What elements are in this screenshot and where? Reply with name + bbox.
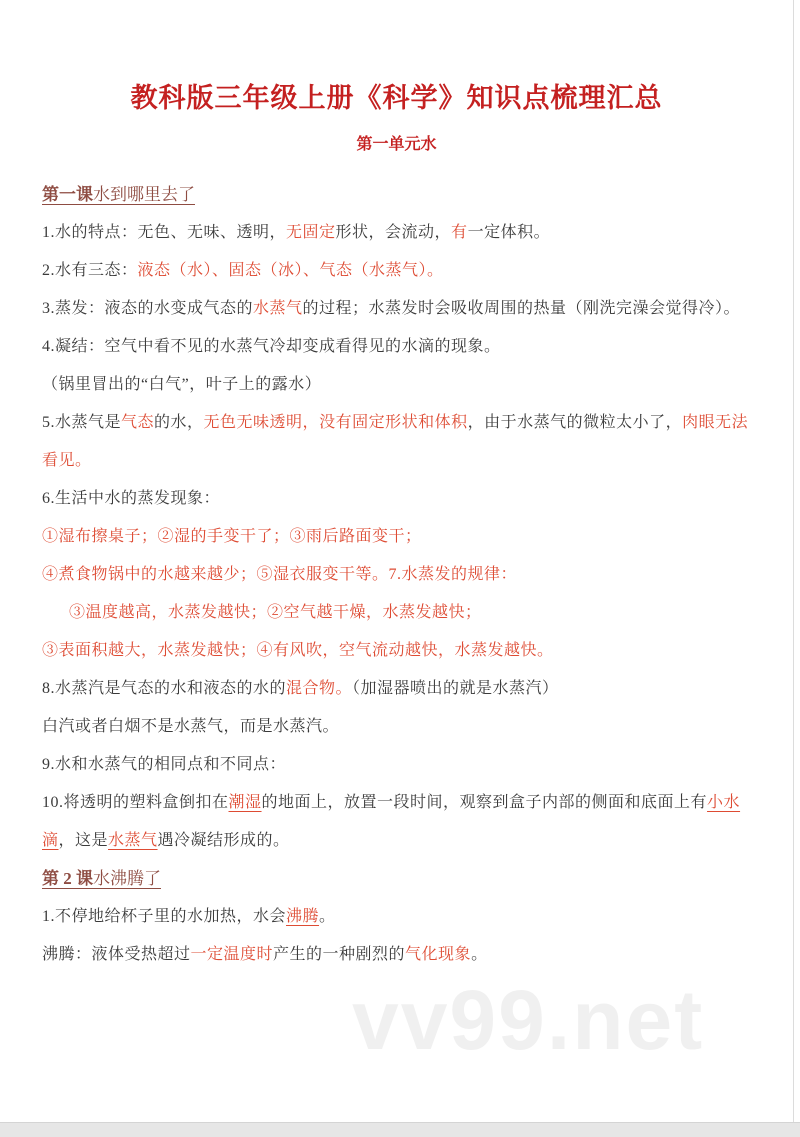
- text-segment: 。: [319, 908, 336, 925]
- paragraph: [42, 936, 751, 974]
- text-segment: 5.水蒸气是: [42, 414, 122, 431]
- text-segment: （加湿器喷出的就是水蒸汽）: [352, 680, 559, 697]
- text-segment: ④煮食物锅中的水越来越少；⑤湿衣服变干等。7.水蒸发的规律：: [42, 566, 518, 583]
- section-heading-number: 第一课: [42, 185, 93, 204]
- text-segment: 一定温度时: [190, 946, 274, 963]
- text-segment: ③温度越高，水蒸发越快；②空气越干燥，水蒸发越快；: [69, 604, 482, 621]
- text-segment: 小水滴: [42, 794, 741, 849]
- text-segment: 肉眼无法看见。: [42, 414, 749, 469]
- text-segment: （锅里冒出的“白气”，叶子上的露水）: [42, 376, 322, 393]
- paragraph: [42, 632, 751, 670]
- paragraph: [42, 480, 751, 518]
- paragraph: [42, 404, 751, 480]
- text-segment: ，这是: [58, 832, 109, 849]
- text-segment: 的地面上，放置一段时间，观察到盒子内部的侧面和底面上有: [261, 794, 708, 811]
- text-segment: 水蒸气: [108, 832, 158, 849]
- text-segment: 白汽或者白烟不是水蒸气，而是水蒸汽。: [42, 718, 340, 735]
- text-segment: 无色无味透明，: [203, 414, 320, 431]
- paragraph: [42, 784, 751, 860]
- text-segment: 3.蒸发：液态的水变成气态的: [42, 300, 254, 317]
- text-segment: 沸腾: [286, 908, 320, 925]
- paragraph: [42, 898, 751, 936]
- paragraph: [42, 366, 751, 404]
- paragraph: [42, 594, 751, 632]
- text-segment: ，由于水蒸气的微粒太小了，: [467, 414, 683, 431]
- text-segment: 有: [451, 224, 468, 241]
- text-segment: ①湿布擦桌子；②湿的手变干了；③雨后路面变干；: [42, 528, 422, 545]
- text-segment: 气化现象: [405, 946, 472, 963]
- text-segment: 沸腾：液体受热超过: [42, 946, 191, 963]
- text-segment: 1.不停地给杯子里的水加热，水会: [42, 908, 287, 925]
- unit-subtitle: 第一单元水: [356, 136, 437, 153]
- text-segment: 4.凝结：空气中看不见的水蒸气冷却变成看得见的水滴的现象。: [42, 338, 501, 355]
- document-body: [42, 176, 751, 974]
- section-heading: [42, 176, 751, 214]
- text-segment: 产生的一种剧烈的: [273, 946, 406, 963]
- paragraph: [42, 214, 751, 252]
- text-segment: 混合物。: [286, 680, 353, 697]
- paragraph: [42, 708, 751, 746]
- text-segment: 1.水的特点：无色、无味、透明，: [42, 224, 287, 241]
- text-segment: 9.水和水蒸气的相同点和不同点：: [42, 756, 287, 773]
- text-segment: 气态: [121, 414, 155, 431]
- section-heading-text: 水到哪里去了: [93, 185, 195, 204]
- section-heading-number: 第 2 课: [42, 869, 93, 888]
- paragraph: [42, 328, 751, 366]
- text-segment: 形状，会流动，: [335, 224, 452, 241]
- text-segment: 没有固定形状和体积: [319, 414, 468, 431]
- text-segment: 6.生活中水的蒸发现象：: [42, 490, 221, 507]
- text-segment: 潮湿: [228, 794, 262, 811]
- text-segment: 的过程；水蒸发时会吸收周围的热量（刚洗完澡会觉得冷）。: [302, 300, 741, 317]
- text-segment: 遇冷凝结形成的。: [157, 832, 290, 849]
- page-title: 教科版三年级上册《科学》知识点梳理汇总: [130, 83, 663, 113]
- text-segment: 液态（水）、固态（冰）、气态（水蒸气）。: [137, 262, 444, 279]
- text-segment: 。: [471, 946, 488, 963]
- paragraph: [42, 746, 751, 784]
- section-heading: [42, 860, 751, 898]
- text-segment: 10.将透明的塑料盒倒扣在: [42, 794, 229, 811]
- paragraph: [42, 556, 751, 594]
- section-heading-text: 水沸腾了: [93, 869, 161, 888]
- text-segment: 8.水蒸汽是气态的水和液态的水的: [42, 680, 287, 697]
- text-segment: 无固定: [286, 224, 336, 241]
- text-segment: 一定体积。: [467, 224, 551, 241]
- paragraph: [42, 252, 751, 290]
- text-segment: 水蒸气: [253, 300, 303, 317]
- text-segment: 2.水有三态：: [42, 262, 138, 279]
- paragraph: [42, 290, 751, 328]
- paragraph: [42, 518, 751, 556]
- page-bottom-strip: [0, 1122, 800, 1137]
- paragraph: [42, 670, 751, 708]
- text-segment: ③表面积越大，水蒸发越快；④有风吹，空气流动越快，水蒸发越快。: [42, 642, 554, 659]
- watermark: vv99.net: [352, 973, 705, 1067]
- text-segment: 的水，: [154, 414, 204, 431]
